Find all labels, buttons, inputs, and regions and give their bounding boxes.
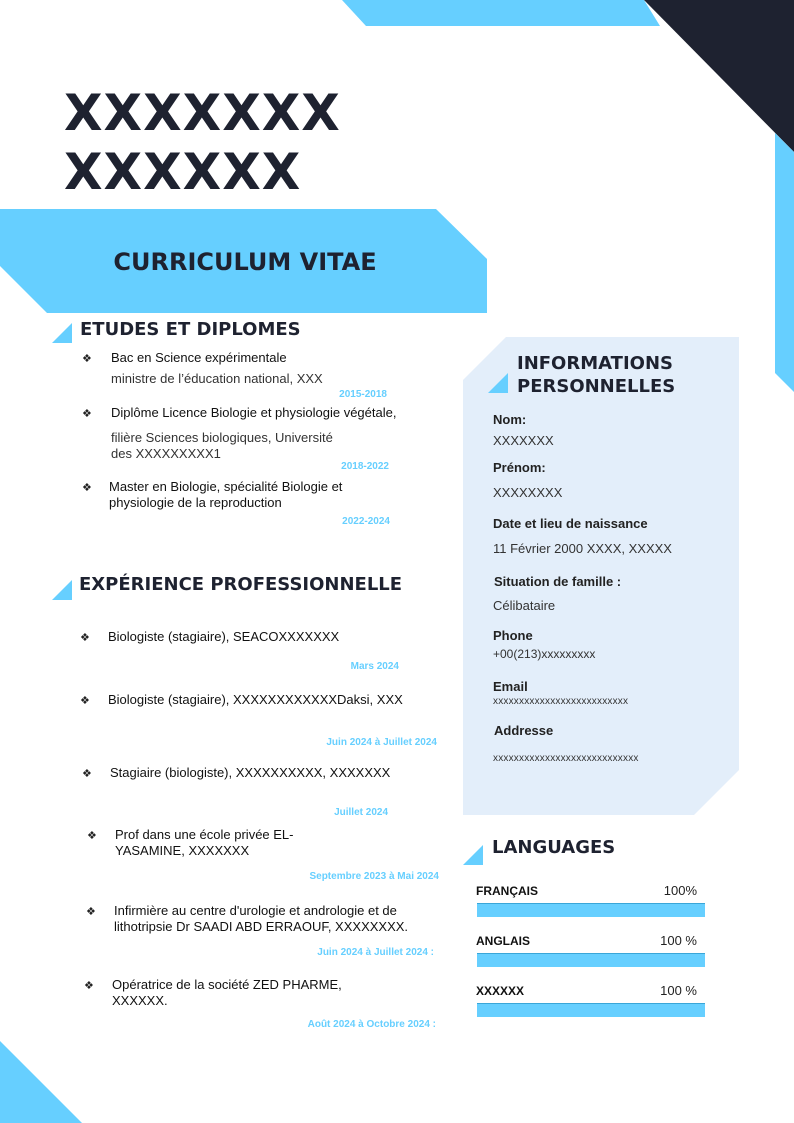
experience-title: EXPÉRIENCE PROFESSIONNELLE (79, 574, 403, 595)
experience-item-title: lithotripsie Dr SAADI ABD ERRAOUF, XXXXXXXX. (114, 919, 409, 934)
language-level-bar (477, 953, 705, 967)
bullet-icon: ❖ (80, 632, 90, 644)
experience-item-title: Biologiste (stagiaire), SEACOXXXXXXX (108, 629, 340, 644)
experience-item-title: Opératrice de la société ZED PHARME, (112, 977, 342, 992)
name-line-2: XXXXXX (64, 143, 302, 201)
birth-label: Date et lieu de naissance (493, 516, 648, 531)
language-percent: 100 % (660, 983, 697, 998)
experience-item-title: Infirmière au centre d'urologie et andrologie et de (114, 903, 397, 918)
address-label: Addresse (494, 723, 554, 738)
phone-value: +00(213)xxxxxxxxx (493, 647, 596, 661)
education-item-title: physiologie de la reproduction (109, 495, 282, 510)
education-item-sub: filière Sciences biologiques, Université (111, 430, 333, 445)
family-value: Célibataire (493, 598, 556, 613)
bullet-icon: ❖ (87, 830, 97, 842)
info-title-line-1: INFORMATIONS (517, 353, 673, 374)
language-name: FRANÇAIS (476, 884, 538, 898)
language-name: ANGLAIS (476, 934, 530, 948)
language-percent: 100 % (660, 933, 697, 948)
experience-item-date: Juin 2024 à Juillet 2024 : (317, 947, 434, 958)
nom-value: XXXXXXX (493, 433, 554, 448)
nom-label: Nom: (493, 412, 527, 427)
languages-title: LANGUAGES (492, 837, 616, 858)
name-line-1: XXXXXXX (64, 84, 341, 142)
top-right-dark-triangle (644, 0, 794, 152)
experience-item-title: Prof dans une école privée EL- (115, 827, 294, 842)
bullet-icon: ❖ (86, 906, 96, 918)
language-level-bar (477, 903, 705, 917)
section-triangle-icon (52, 323, 72, 343)
email-label: Email (493, 679, 528, 694)
section-triangle-icon (52, 580, 72, 600)
experience-item-title: YASAMINE, XXXXXXX (115, 843, 250, 858)
experience-item-title: XXXXXX. (112, 993, 168, 1008)
email-value: xxxxxxxxxxxxxxxxxxxxxxxxxx (493, 696, 629, 707)
family-label: Situation de famille : (494, 574, 622, 589)
education-item-date: 2018-2022 (341, 461, 389, 472)
bullet-icon: ❖ (82, 408, 92, 420)
experience-item-date: Septembre 2023 à Mai 2024 (309, 871, 439, 882)
top-blue-band (342, 0, 660, 26)
cv-title: CURRICULUM VITAE (113, 248, 377, 276)
language-percent: 100% (663, 883, 697, 898)
right-blue-strip (775, 133, 794, 392)
education-item-date: 2022-2024 (342, 516, 390, 527)
experience-item-date: Juin 2024 à Juillet 2024 (326, 737, 437, 748)
language-level-bar (477, 1003, 705, 1017)
education-item-date: 2015-2018 (339, 389, 387, 400)
experience-item-title: Stagiaire (biologiste), XXXXXXXXXX, XXXXXXX (110, 765, 391, 780)
prenom-label: Prénom: (493, 460, 546, 475)
bullet-icon: ❖ (84, 980, 94, 992)
bullet-icon: ❖ (82, 482, 92, 494)
bullet-icon: ❖ (82, 353, 92, 365)
phone-label: Phone (493, 628, 533, 643)
education-title: ETUDES ET DIPLOMES (80, 319, 301, 340)
section-triangle-icon (463, 845, 483, 865)
birth-value: 11 Février 2000 XXXX, XXXXX (493, 541, 672, 556)
bottom-left-triangle (0, 1041, 82, 1123)
education-item-title: Master en Biologie, spécialité Biologie et (109, 479, 343, 494)
bullet-icon: ❖ (82, 768, 92, 780)
prenom-value: XXXXXXXX (493, 485, 563, 500)
education-item-title: Bac en Science expérimentale (111, 350, 287, 365)
experience-item-date: Juillet 2024 (334, 807, 388, 818)
education-item-sub: des XXXXXXXXX1 (111, 446, 221, 461)
education-item-sub: ministre de l’éducation national, XXX (111, 371, 323, 386)
language-name: XXXXXX (476, 984, 525, 998)
address-value: xxxxxxxxxxxxxxxxxxxxxxxxxxxx (493, 753, 639, 764)
experience-item-date: Mars 2024 (350, 661, 399, 672)
section-triangle-icon (488, 373, 508, 393)
experience-item-title: Biologiste (stagiaire), XXXXXXXXXXXXDaksi, XXX (108, 692, 403, 707)
education-item-title: Diplôme Licence Biologie et physiologie végétale, (111, 405, 397, 420)
info-title-line-2: PERSONNELLES (517, 376, 676, 397)
experience-item-date: Août 2024 à Octobre 2024 : (307, 1019, 436, 1030)
bullet-icon: ❖ (80, 695, 90, 707)
